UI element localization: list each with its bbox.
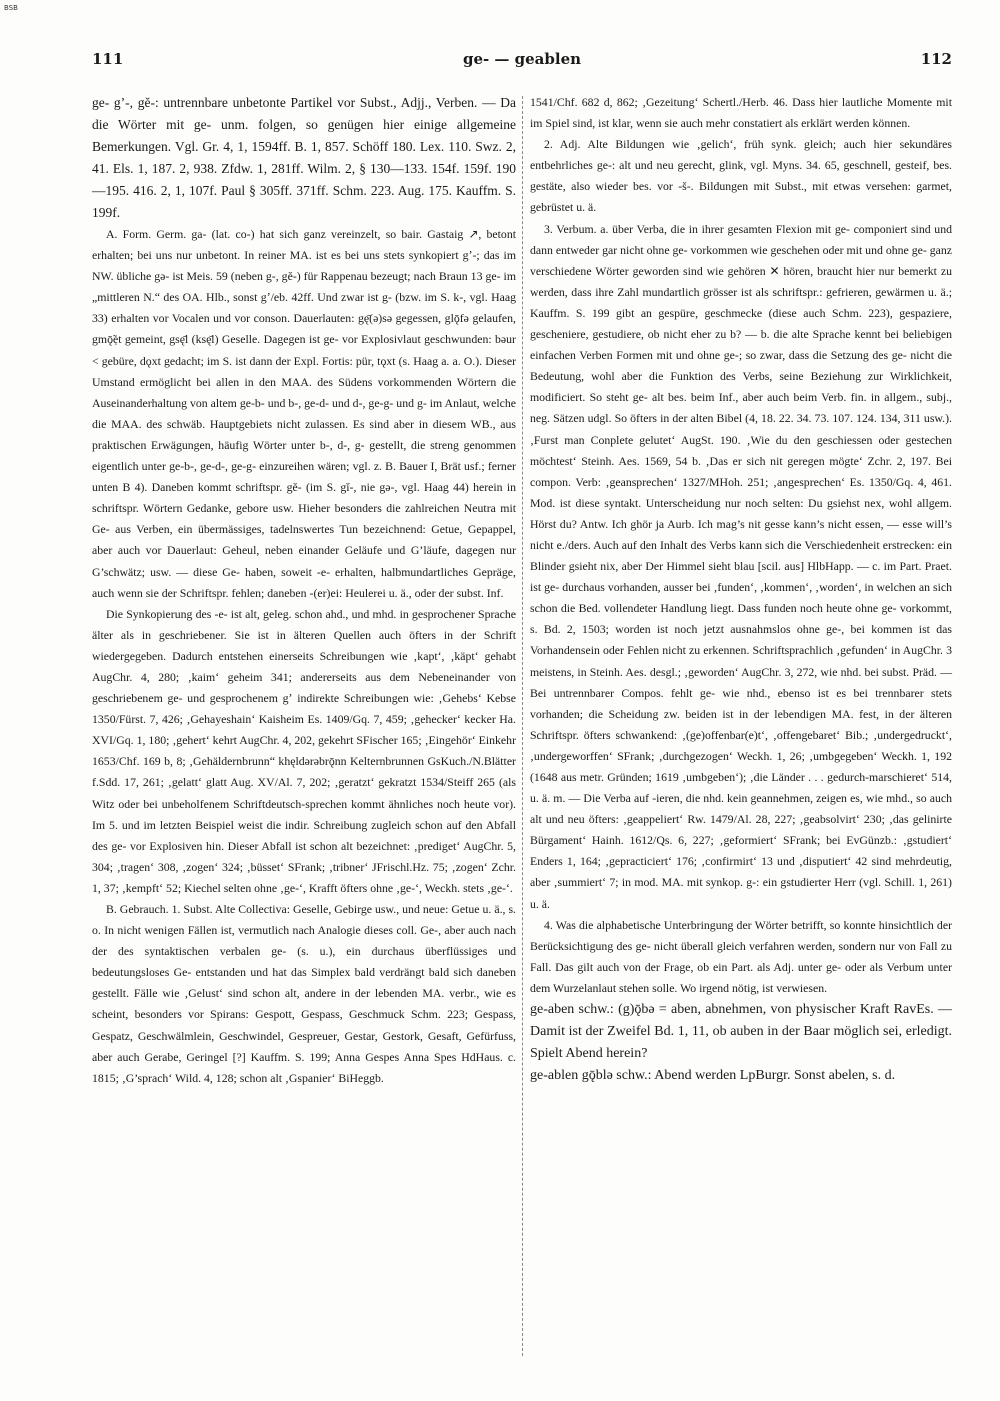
column-divider [522, 96, 523, 1356]
section-a-form: A. Form. Germ. ga- (lat. co-) hat sich ganz vereinzelt, so bair. Gastaig ↗, betont erhalten; bei uns nur unbetont. In reiner MA. ist es bei uns stets synkopiert gʼ-; das im NW. übliche gə- ist Meis. 59 (neben g-, gĕ-) für Rappenau bezeugt; nach Braun 13 ge- im „mittleren N.“ des OA. Hlb., sonst gʼ/eb. 42ff. Und zwar ist g- (bzw. im S. k-, vgl. Haag 33) erhalten vor Vocalen und vor conson. Dauerlauten: gę̄(ə)sə gegessen, glǭfə gelaufen, gmǭ̃ẹt gemeint, gsę̄l (ksę̄l) Geselle. Dagegen ist ge- vor Explosivlaut geschwunden: bəur < gebüre, dǫxt gedacht; im S. ist dann der Expl. Fortis: pür, tǫxt (s. Haag a. a. O.). Dieser Umstand ermöglicht bei allen in den MAA. des Südens vorkommenden Wörtern die Auseinanderhaltung von altem ge-b- und b-, ge-d- und d-, ge-g- und g- im Anlaut, welche die MAA. des schwäb. Hauptgebiets nicht zulassen. Es sind aber in diesem WB., aus praktischen Erwägungen, häufig Wörter unter b-, d-, g- gestellt, die streng genommen eigentlich unter ge-b-, ge-d-, ge-g- einzureihen wären; vgl. z. B. Bauer I, Brät usf.; ferner unten B 4). Daneben kommt schriftspr. gĕ- (im S. gĭ-, nie gə-, vgl. Haag 44) herein in schriftspr. Wörtern Gedanke, gebore usw. Hieher besonders die zahlreichen Neutra mit Ge- aus Verben, ein übermässiges, tadelnswertes Tun bezeichnend: Getue, Gepappel, aber auch vor Dauerlaut: Geheul, neben einander Geläufe und G’läufe, dagegen nur G’schwätz; usw. — diese Ge- haben, soweit -e- erhalten, halbmundartliches Gepräge, auch wenn sie der Schriftspr. fehlen; daneben -(er)ei: Heulerei u. ä., oder der subst. Inf. [92, 227, 516, 600]
right-column [530, 92, 952, 1087]
left-column [92, 92, 516, 1089]
library-stamp: BSB [4, 4, 18, 12]
section-4-alphabetisch: 4. Was die alphabetische Unterbringung der Wörter betrifft, so konnte hinsichtlich der Berücksichtigung des ge- nicht überall gleich verfahren werden, sondern nur von Fall zu Fall. Das gilt auch von der Frage, ob ein Part. als Adj. unter ge- oder als Verbum unter dem Wurzelanlaut stehen solle. Wo irgend nötig, ist verwiesen. [530, 917, 952, 995]
section-b-gebrauch: B. Gebrauch. 1. Subst. Alte Collectiva: Geselle, Gebirge usw., und neue: Getue u. ä., s. o. In nicht wenigen Fällen ist, vermutlich nach Analogie dieses coll. Ge-, aber auch nach der des syntaktischen verbalen ge- (s. u.), ein durchaus überflüssiges und bedeutungsloses Ge- entstanden und hat das Simplex bald verdrängt bald sich daneben gestellt. Fälle wie ‚Gelust‘ sind schon alt, andere in der lebenden MA. verbr., wie es scheint, besonders vor Spirans: Gespott, Gespass, Geschmuck Schm. 223; Gespass, Gespatz, Geschwälmlein, Geschwindel, Gespreuer, Gestar, Gestork, Gesaft, Gefürfuss, aber auch Gerabe, Geringel [?] Kauffm. S. 199; Anna Gespes Anna Spes HdHaus. c. 1815; ‚G’sprach‘ Wild. 4, 128; schon alt ‚Gspanier‘ BiHeggb. [92, 902, 516, 1085]
page-number-right: 112 [920, 50, 952, 68]
paragraph-synkopierung: Die Synkopierung des -e- ist alt, geleg. schon ahd., und mhd. in gesprochener Sprache älter als in geschriebener. Sie ist in älteren Quellen auch öfters in der Schrift wiedergegeben. Dadurch entstehen einerseits Schreibungen wie ‚kapt‘, ‚käpt‘ gehabt AugChr. 4, 280; ‚kaim‘ geheim 341; andererseits aus dem Nebeneinander von geschriebenem ge- und gesprochenem gʼ indirekte Schreibungen wie: ‚Gehebs‘ Kebse 1350/Fürst. 7, 426; ‚Gehayeshain‘ Kaisheim Es. 1409/Gq. 7, 459; ‚gehecker‘ kecker Ha. XVI/Gq. 1, 180; ‚gehert‘ kehrt AugChr. 4, 202, gekehrt SFischer 165; ‚Eingehör‘ Einkehr 1653/Chf. 169 b, 8; ‚Gehäldernbrunn“ khęldərəbrǭnn Kelternbrunnen GsKuch./N.Blätter f.Sdd. 17, 261; ‚gelatt‘ glatt Aug. XV/Al. 7, 202; ‚geratzt‘ gekratzt 1534/Steiff 265 (als Witz oder bei unbeholfenem Schriftdeutsch-sprechen kommt ähnliches noch heute vor). Im 5. und im letzten Beispiel weist die indir. Schreibung zugleich schon auf den Abfall des ge- vor Explosiven hin. Dieser Abfall ist schon alt bezeichnet: ‚prediget‘ AugChr. 5, 304; ‚tragen‘ 308, ‚zogen‘ 324; ‚büsset‘ SFrank; ‚tribner‘ JFrischl.Hz. 75; ‚zogen‘ Zchr. 1, 37; ‚kempft‘ 52; Kiechel selten ohne ‚ge-‘, Krafft öfters ohne ‚ge-‘, Weckh. stets ‚ge-‘. [92, 606, 516, 895]
page-number-left: 111 [92, 50, 124, 68]
running-head: ge- — geablen [462, 50, 582, 68]
paragraph-continuation: 1541/Chf. 682 d, 862; ‚Gezeitung‘ Schertl./Herb. 46. Dass hier lautliche Momente mit im Spiel sind, ist klar, wenn sie auch mehr constatiert als erklärt werden können. [530, 95, 952, 131]
entry-ge-ablen: ge-ablen gǭblə schw.: Abend werden LpBurgr. Sonst abelen, s. d. [530, 1068, 896, 1084]
entry-ge-aben: ge-aben schw.: (g)ǭbə = aben, abnehmen, von physischer Kraft RavEs. — Damit ist der Zweifel Bd. 1, 11, ob auben in der Baar möglich sei, erledigt. Spielt Abend herein? [530, 1002, 952, 1062]
section-3-verbum: 3. Verbum. a. über Verba, die in ihrer gesamten Flexion mit ge- componiert sind und dann entweder gar nicht ohne ge- vorkommen wie geschehen oder mit und ohne ge- ganz verschiedene Wörter geworden sind wie gehören ✕ hören, braucht hier nur bemerkt zu werden, dass ihre Zahl mundartlich grösser ist als schriftspr.: gefrieren, gewärmen u. ä.; Kauffm. S. 199 gibt an gespüre, geschmecke (diese auch Schm. 223), gespaziere, gescheniere, gestudiere, ob nicht eher zu b? — b. die alte Sprache kennt bei beliebigen einfachen Verben Formen mit und ohne ge-; so zwar, dass die Setzung des ge- nicht die Bedeutung, wohl aber die Funktion des Verbs, seine Beziehung zur Wirklichkeit, modificiert. So steht ge- alt bes. beim Inf., aber auch beim Verb. fin. in allgem., subj., neg. Sätzen udgl. So öfters in der alten Bibel (4, 18. 22. 34. 73. 107. 124. 134, 311 usw.). ‚Furst man Conplete gelutet‘ AugSt. 190. ‚Wie du den geschiessen oder gestechen möchtest‘ Steinh. Aes. 1569, 54 b. ‚Das er sich nit geregen mögte‘ Zchr. 2, 197. Bei compon. Verb: ‚geansprechen‘ 1327/MHoh. 251; ‚angesprechen‘ Es. 1350/Gq. 4, 461. Mod. ist diese syntakt. Unterscheidung nur noch selten: Du gsiehst nex, wohl allgem. Hörst du? Antw. Ich ghör ja Aurb. Ich mag’s nit gesse kann’s nicht essen, — esse will’s nicht e./ders. Auch auf den Inhalt des Verbs kann sich die Verschiedenheit erstrecken: ein Blinder gsieht nix, aber Der Himmel sieht blau [scil. aus] HlbHapp. — c. im Part. Praet. ist ge- durchaus vorhanden, ausser bei ‚funden‘, ‚kommen‘, ‚worden‘, in welchen an sich schon die Bed. vollendeter Handlung liegt. Dass funden noch heute ohne ge- vorkommt, s. Bd. 2, 1503; worden ist noch jetzt ausnahmslos ohne ge-, bei kommen ist das Vorhandensein oder Fehlen nicht zu erkennen. Schriftsprachlich ‚gefunden‘ in AugChr. 3 meistens, in Steinh. Aes. desgl.; ‚geworden‘ AugChr. 3, 272, wie nhd. bei subst. Präd. — Bei untrennbarer Compos. fehlt ge- wie nhd., ebenso ist es bei trennbarer stets vorhanden; die Scheidung zw. beiden ist in der lebendigen MA. fest, in der älteren Schriftspr. öfters schwankend: ‚(ge)offenbar(e)t‘, ‚offengebaret‘ Bib.; ‚undergedruckt‘, ‚undergeworffen‘ SFrank; ‚durchgezogen‘ Weckh. 1, 26; ‚umbgegeben‘ Weckh. 1, 192 (1648 aus metr. Gründen; 1619 ‚umbgeben‘); ‚die Länder . . . gedurch-marschieret‘ 514, u. ä. m. — Die Verba auf -ieren, die nhd. kein geannehmen, zeigen es, wie mhd., so auch alt und neu öfters: ‚geappeliert‘ Rw. 1479/Al. 28, 227; ‚geabsolvirt‘ 230; ‚das gelinirte Bürgament‘ Hainh. 1612/Qs. 6, 227; ‚geformiert‘ SFrank; bei EvGünzb.: ‚gstudiert‘ Enders 1, 164; ‚gepracticiert‘ 176; ‚confirmirt‘ 13 und ‚disputiert‘ 42 sind mehrdeutig, aber ‚summiert‘ 7; in mod. MA. mit synkop. g-: ein gstudierter Herr (vgl. Schill. 1, 261) u. ä. [530, 221, 952, 911]
page-header [92, 50, 952, 74]
section-2-adj: 2. Adj. Alte Bildungen wie ‚gelich‘, früh synk. gleich; auch hier sekundäres entbehrliches ge-: alt und neu gerecht, glink, vgl. Myns. 34. 65, geschnell, gesteif, bes. gestäte, also wieder bes. vor -š-. Bildungen mit Subst., mit etwas versehen: garmet, gebrüstet u. ä. [530, 137, 952, 215]
entry-ge-intro: ge- gʼ-, gĕ-: untrennbare unbetonte Partikel vor Subst., Adjj., Verben. — Da die Wörter mit ge- unm. folgen, so genügen hier einige allgemeine Bemerkungen. Vgl. Gr. 4, 1, 1594ff. B. 1, 857. Schöff 180. Lex. 110. Swz. 2, 41. Els. 1, 187. 2, 938. Zfdw. 1, 281ff. Wilm. 2, § 130—133. 154f. 159f. 190—195. 416. 2, 1, 107f. Paul § 305ff. 371ff. Schm. 223. Aug. 175. Kauffm. S. 199f. [92, 95, 516, 220]
